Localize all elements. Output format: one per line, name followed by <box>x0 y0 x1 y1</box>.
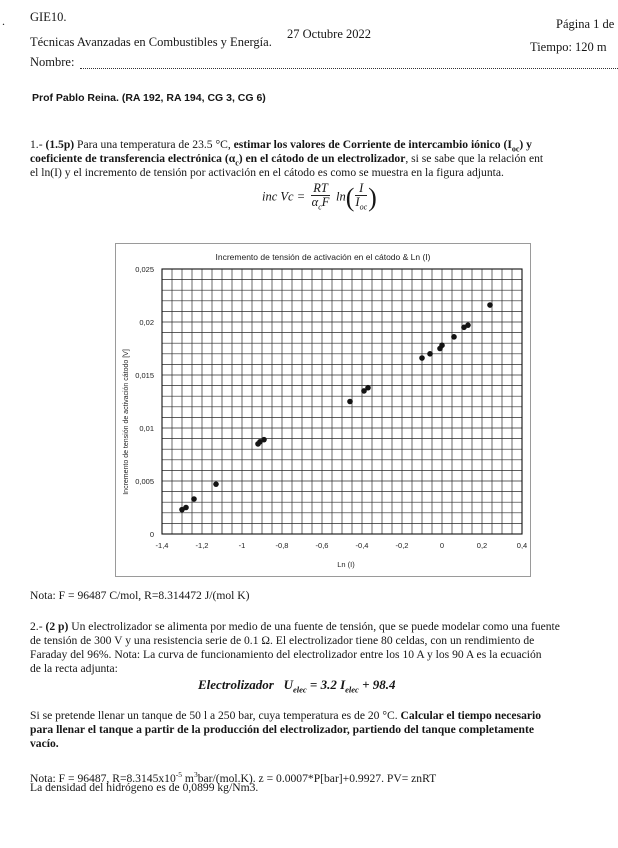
q1-note: Nota: F = 96487 C/mol, R=8.314472 J/(mol K) <box>30 589 250 602</box>
y-tick-label: 0,025 <box>135 265 154 274</box>
name-field-line <box>80 68 618 69</box>
q1-line-3: el ln(I) y el incremento de tensión por activación en el cátodo es como se muestra en la figura adjunta. <box>30 166 504 179</box>
q1-line-1: 1.- (1.5p) Para una temperatura de 23.5 °C, estimar los valores de Corriente de intercambio iónico $(I_{oc})$ y <box>30 138 532 154</box>
data-point <box>487 302 493 308</box>
q2-line-3: Faraday del 96%. Nota: La curva de funcionamiento del electrolizador entre los 10 A y los 90 A es la ecuación <box>30 648 542 661</box>
x-tick-label: -1,2 <box>195 541 209 550</box>
data-point <box>183 505 189 511</box>
data-point <box>465 322 471 328</box>
q2-line-1: 2.- (2 p) Un electrolizador se alimenta por medio de una fuente de tensión, que se puede modelar como una fuente <box>30 620 560 633</box>
data-point <box>451 334 457 340</box>
x-tick-label: 0,4 <box>516 541 528 550</box>
data-point <box>191 496 197 502</box>
chart-title: Incremento de tensión de activación en el cátodo & Ln (I) <box>215 252 431 262</box>
course-name: Técnicas Avanzadas en Combustibles y Energía. <box>30 35 272 49</box>
q2-note-1: Nota: F = 96487, $R=8.3145x10^{-5}$ $m^3bar/(mol.K)$. z = 0.0007*P[bar]+0.9927. PV= znRT <box>30 770 437 785</box>
chart-y-label: Incremento de tensión de activación cátodo [V] <box>123 349 130 495</box>
q2-note-2: La densidad del hidrógeno es de 0,0899 kg/Nm3. <box>30 781 259 794</box>
data-point <box>427 351 433 357</box>
x-tick-label: -0,8 <box>275 541 289 550</box>
chart-frame <box>115 243 531 577</box>
x-tick-label: 0 <box>439 541 445 550</box>
data-point <box>439 343 445 349</box>
name-label: Nombre: <box>30 55 75 69</box>
data-point <box>261 437 267 443</box>
y-tick-label: 0,02 <box>139 318 154 327</box>
chart-grid <box>162 269 522 534</box>
q2-task-line-1: Si se pretende llenar un tanque de 50 l a 250 bar, cuya temperatura es de 20 °C. Calcular el tiempo necesario <box>30 709 542 722</box>
data-point <box>419 355 425 361</box>
data-point <box>213 481 219 487</box>
y-tick-label: 0,005 <box>135 477 154 486</box>
course-code: GIE10. <box>30 10 67 24</box>
q1-formula: inc Vc = $\frac{RT}{\alpha_cF}$ ln( $\frac{I}{I_{oc}}$ ) <box>262 181 377 212</box>
q2-equation: Electrolizador $U_{elec} = 3.2$ $I_{elec} + 98.4$ <box>198 677 396 695</box>
data-point <box>365 385 371 391</box>
q1-line-2: coeficiente de transferencia electrónica $(\alpha_c)$ en el cátodo de un electrolizador, si se sabe que la relación ent <box>30 152 544 168</box>
chart-axes <box>135 265 527 550</box>
x-tick-label: -0,2 <box>395 541 409 550</box>
scatter-chart <box>116 244 530 576</box>
x-tick-label: -0,4 <box>355 541 369 550</box>
data-point <box>347 399 353 405</box>
y-tick-label: 0,015 <box>135 371 154 380</box>
exam-time: Tiempo: 120 m <box>530 40 607 54</box>
exam-date: 27 Octubre 2022 <box>287 27 372 41</box>
x-tick-label: -1,4 <box>155 541 169 550</box>
y-tick-label: 0,01 <box>139 424 154 433</box>
x-tick-label: 0,2 <box>476 541 488 550</box>
margin-dot: . <box>2 14 5 28</box>
x-tick-label: -1 <box>238 541 246 550</box>
chart-x-label: Ln (I) <box>337 560 355 569</box>
professor-line: Prof Pablo Reina. (RA 192, RA 194, CG 3, CG 6) <box>32 92 266 104</box>
q2-task-line-2: para llenar el tanque a partir de la producción del electrolizador, partiendo del tanque completamente <box>30 723 534 736</box>
q2-line-4: de la recta adjunta: <box>30 662 118 675</box>
page-number: Página 1 de <box>556 17 615 31</box>
q2-task-line-3: vacío. <box>30 737 59 750</box>
y-tick-label: 0 <box>149 530 154 539</box>
q2-line-2: de tensión de 300 V y una resistencia serie de 0.1 Ω. El electrolizador tiene 80 celdas, con un rendimiento de <box>30 634 535 647</box>
x-tick-label: -0,6 <box>315 541 329 550</box>
